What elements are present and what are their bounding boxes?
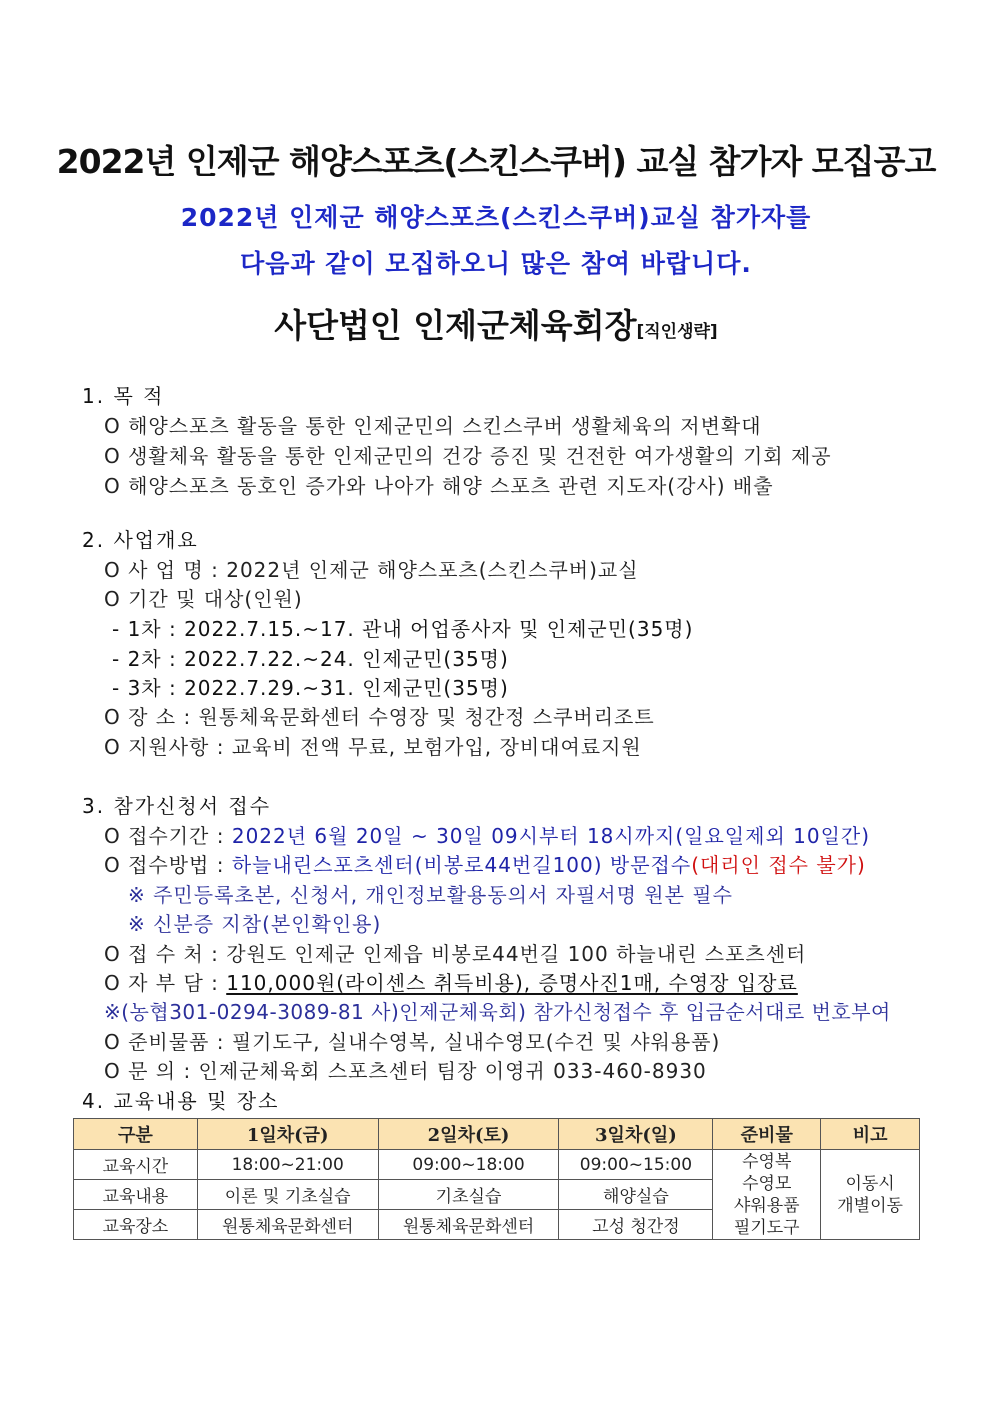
header-day-1: 1일차(금) [197, 1119, 378, 1150]
cell-day2-content: 기초실습 [378, 1180, 559, 1210]
application-method-item [104, 849, 866, 878]
application-method-label: O 접수방법 : [104, 853, 232, 877]
cell-day1-content: 이론 및 기초실습 [197, 1180, 378, 1210]
remark-line: 개별이동 [837, 1195, 903, 1216]
remark-line: 이동시 [845, 1173, 895, 1194]
supply-item: 필기도구 [733, 1217, 800, 1238]
row-label-content: 교육내용 [74, 1180, 198, 1210]
program-name-item: O 사 업 명 : 2022년 인제군 해양스포츠(스킨스쿠버)교실 [104, 558, 639, 582]
application-period-label: O 접수기간 : [104, 824, 232, 848]
subtitle-line-2: 다음과 같이 모집하오니 많은 참여 바랍니다. [240, 249, 752, 278]
table-row [74, 1150, 920, 1180]
row-label-time: 교육시간 [74, 1150, 198, 1180]
header-remarks: 비고 [821, 1119, 920, 1150]
cell-day1-place: 원통체육문화센터 [197, 1210, 378, 1240]
required-documents-note: ※ 주민등록초본, 신청서, 개인정보활용동의서 자필서명 원본 필수 [128, 883, 733, 907]
table-header-row [74, 1119, 920, 1150]
notice-title: 2022년 인제군 해양스포츠(스킨스쿠버) 교실 참가자 모집공고 [56, 142, 936, 181]
header-supplies: 준비물 [713, 1119, 821, 1150]
supplies-item: O 준비물품 : 필기도구, 실내수영복, 실내수영모(수건 및 샤워용품) [104, 1030, 721, 1054]
bank-account-note: ※(농협301-0294-3089-81 사)인제군체육회) 참가신청접수 후 입금순서대로 번호부여 [104, 1000, 891, 1024]
round-2-item: - 2차 : 2022.7.22.~24. 인제군민(35명) [112, 647, 509, 671]
section-3-heading: 3. 참가신청서 접수 [82, 794, 272, 818]
row-label-place: 교육장소 [74, 1210, 198, 1240]
cell-remarks [821, 1150, 920, 1240]
application-period-item [104, 820, 870, 849]
period-target-item: O 기간 및 대상(인원) [104, 587, 303, 611]
application-method-value: 하늘내린스포츠센터(비봉로44번길100) 방문접수 [231, 853, 692, 877]
cell-supplies [713, 1150, 821, 1240]
self-payment-item [104, 967, 798, 996]
purpose-item-1: O 해양스포츠 활동을 통한 인제군민의 스킨스쿠버 생활체육의 저변확대 [104, 414, 762, 438]
section-2-heading: 2. 사업개요 [82, 528, 199, 552]
seal-omitted-note: [직인생략] [636, 322, 718, 342]
section-1-heading: 1. 목 적 [82, 384, 165, 408]
header-day-3: 3일차(일) [559, 1119, 713, 1150]
purpose-item-2: O 생활체육 활동을 통한 인제군민의 건강 증진 및 건전한 여가생활의 기회 제공 [104, 444, 832, 468]
section-4-heading: 4. 교육내용 및 장소 [82, 1089, 280, 1113]
cell-day2-place: 원통체육문화센터 [378, 1210, 559, 1240]
supply-item: 수영복 [742, 1151, 792, 1172]
contact-item: O 문 의 : 인제군체육회 스포츠센터 팀장 이영귀 033-460-8930 [104, 1059, 707, 1083]
proxy-not-allowed-warning: (대리인 접수 불가) [691, 853, 866, 877]
round-1-item: - 1차 : 2022.7.15.~17. 관내 어업종사자 및 인제군민(35명) [112, 617, 694, 641]
cell-day2-time: 09:00~18:00 [378, 1150, 559, 1180]
organization-signature [0, 300, 992, 347]
venue-item: O 장 소 : 원통체육문화센터 수영장 및 청간정 스쿠버리조트 [104, 705, 655, 729]
cell-day3-time: 09:00~15:00 [559, 1150, 713, 1180]
subtitle-line-1: 2022년 인제군 해양스포츠(스킨스쿠버)교실 참가자를 [180, 203, 812, 232]
cell-day3-place: 고성 청간정 [559, 1210, 713, 1240]
cell-day1-time: 18:00~21:00 [197, 1150, 378, 1180]
purpose-item-3: O 해양스포츠 동호인 증가와 나아가 해양 스포츠 관련 지도자(강사) 배출 [104, 474, 774, 498]
header-day-2: 2일차(토) [378, 1119, 559, 1150]
organization-name: 사단법인 인제군체육회장 [274, 306, 637, 345]
supply-item: 샤워용품 [733, 1195, 800, 1216]
application-period-value: 2022년 6월 20일 ~ 30일 09시부터 18시까지(일요일제외 10일간) [231, 824, 871, 848]
support-item: O 지원사항 : 교육비 전액 무료, 보험가입, 장비대여료지원 [104, 735, 642, 759]
education-schedule-table [73, 1118, 920, 1240]
round-3-item: - 3차 : 2022.7.29.~31. 인제군민(35명) [112, 676, 509, 700]
self-payment-value: 110,000원(라이센스 취득비용), 증명사진1매, 수영장 입장료 [226, 971, 798, 995]
id-card-note: ※ 신분증 지참(본인확인용) [128, 912, 382, 936]
header-category: 구분 [74, 1119, 198, 1150]
self-payment-label: O 자 부 담 : [104, 971, 227, 995]
application-office-item: O 접 수 처 : 강원도 인제군 인제읍 비봉로44번길 100 하늘내린 스포츠센터 [104, 942, 807, 966]
cell-day3-content: 해양실습 [559, 1180, 713, 1210]
supply-item: 수영모 [742, 1173, 792, 1194]
